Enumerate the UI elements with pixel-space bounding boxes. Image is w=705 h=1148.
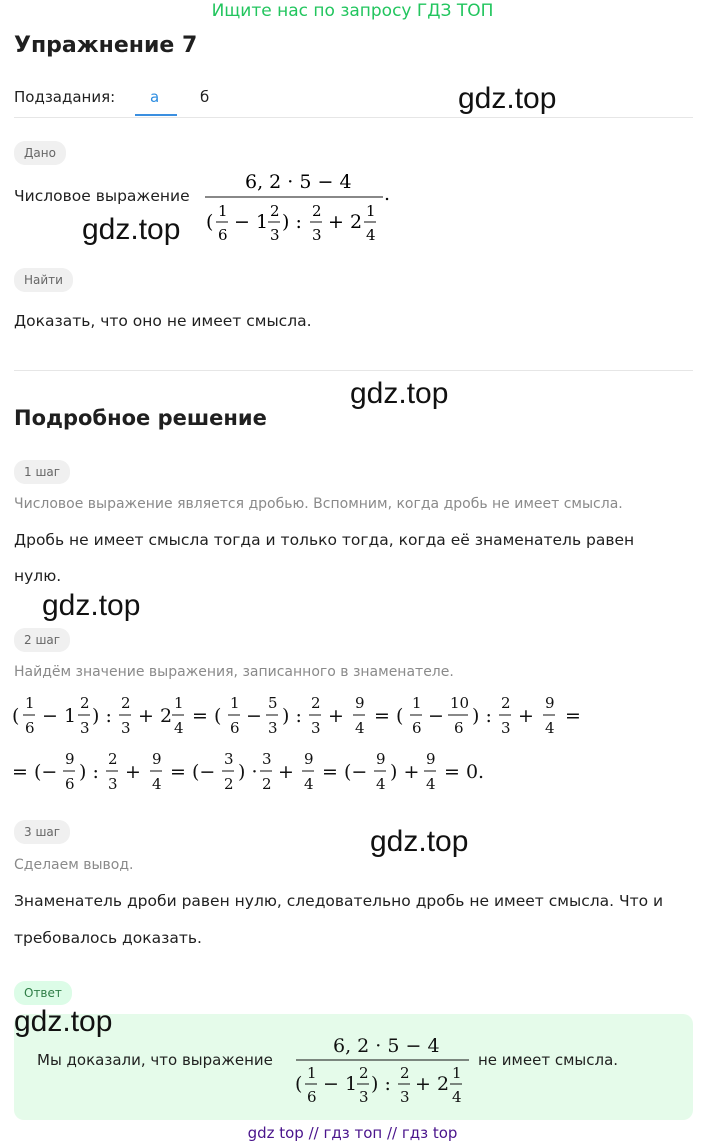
svg-text:(: ( <box>206 211 214 233</box>
svg-text:= (: = ( <box>374 705 404 727</box>
svg-text:+ 2: + 2 <box>138 705 173 727</box>
answer-chip: Ответ <box>14 981 72 1005</box>
svg-text:6: 6 <box>454 719 464 737</box>
svg-text:9: 9 <box>304 750 314 768</box>
find-text: Доказать, что оно не имеет смысла. <box>14 312 312 330</box>
page-title: Упражнение 7 <box>14 33 198 58</box>
watermark: gdz.top <box>370 825 469 858</box>
find-chip: Найти <box>14 268 73 292</box>
svg-text:) :: ) : <box>472 705 492 727</box>
svg-text:) :: ) : <box>371 1073 391 1095</box>
svg-text:2: 2 <box>400 1064 410 1082</box>
svg-text:6: 6 <box>218 226 228 244</box>
svg-text:1: 1 <box>25 694 35 712</box>
given-fraction <box>200 168 400 252</box>
subtasks-label: Подзадания: <box>14 88 116 106</box>
svg-text:2: 2 <box>80 694 90 712</box>
given-period: . <box>384 183 391 205</box>
svg-text:1: 1 <box>230 694 240 712</box>
svg-text:) :: ) : <box>282 211 302 233</box>
svg-text:10: 10 <box>450 694 470 712</box>
svg-text:3: 3 <box>121 719 131 737</box>
svg-text:4: 4 <box>355 719 365 737</box>
svg-text:9: 9 <box>376 750 386 768</box>
svg-text:6: 6 <box>230 719 240 737</box>
watermark: gdz.top <box>458 82 557 115</box>
svg-text:4: 4 <box>376 775 386 793</box>
watermark: gdz.top <box>14 1005 113 1038</box>
svg-text:2: 2 <box>121 694 131 712</box>
svg-text:3: 3 <box>359 1088 369 1106</box>
section-divider <box>14 370 693 371</box>
svg-text:+ 2: + 2 <box>328 211 363 233</box>
svg-text:) :: ) : <box>79 761 99 783</box>
step2-hint: Найдём значение выражения, записанного в знаменателе. <box>14 664 454 680</box>
step3-hint: Сделаем вывод. <box>14 857 134 873</box>
svg-text:) +: ) + <box>390 761 420 783</box>
svg-text:3: 3 <box>268 719 278 737</box>
given-text: Числовое выражение <box>14 187 190 205</box>
svg-text:4: 4 <box>366 226 376 244</box>
svg-text:3: 3 <box>400 1088 410 1106</box>
svg-text:3: 3 <box>108 775 118 793</box>
answer-fraction <box>293 1030 475 1114</box>
svg-text:+: + <box>125 761 141 783</box>
watermark: gdz.top <box>82 213 181 246</box>
svg-text:+ 2: + 2 <box>415 1073 450 1095</box>
svg-text:1: 1 <box>174 694 184 712</box>
step1-line2: нулю. <box>14 567 62 585</box>
svg-text:2: 2 <box>108 750 118 768</box>
svg-text:5: 5 <box>268 694 278 712</box>
svg-text:4: 4 <box>152 775 162 793</box>
svg-text:2: 2 <box>312 202 322 220</box>
footer-links[interactable]: gdz top // гдз топ // гдз top <box>247 1124 458 1142</box>
svg-text:2: 2 <box>359 1064 369 1082</box>
given-numerator: 6, 2 · 5 − 4 <box>245 171 352 193</box>
svg-text:4: 4 <box>304 775 314 793</box>
watermark: gdz.top <box>350 377 449 410</box>
answer-text-before: Мы доказали, что выражение <box>37 1051 273 1069</box>
active-tab-underline <box>135 114 177 116</box>
svg-text:9: 9 <box>65 750 75 768</box>
svg-text:3: 3 <box>312 226 322 244</box>
tab-a[interactable]: а <box>150 88 160 106</box>
svg-text:2: 2 <box>501 694 511 712</box>
step1-line1: Дробь не имеет смысла тогда и только тогда, когда её знаменатель равен <box>14 531 635 549</box>
svg-text:6: 6 <box>65 775 75 793</box>
svg-text:9: 9 <box>355 694 365 712</box>
svg-text:) ·: ) · <box>238 761 258 783</box>
svg-text:(: ( <box>12 705 20 727</box>
svg-text:+: + <box>278 761 294 783</box>
svg-text:+: + <box>518 705 534 727</box>
svg-text:2: 2 <box>270 202 280 220</box>
svg-text:1: 1 <box>218 202 228 220</box>
svg-text:9: 9 <box>426 750 436 768</box>
top-banner: Ищите нас по запросу ГДЗ ТОП <box>211 1 494 21</box>
svg-text:6: 6 <box>25 719 35 737</box>
svg-text:= (−: = (− <box>12 761 58 783</box>
step3-chip: 3 шаг <box>14 820 70 844</box>
svg-text:3: 3 <box>80 719 90 737</box>
tabs-divider <box>14 117 693 118</box>
svg-text:3: 3 <box>311 719 321 737</box>
svg-text:3: 3 <box>262 750 272 768</box>
step3-line2: требовалось доказать. <box>14 929 202 947</box>
answer-text-after: не имеет смысла. <box>478 1051 619 1069</box>
svg-text:2: 2 <box>224 775 234 793</box>
step2-chip: 2 шаг <box>14 628 70 652</box>
svg-text:= (−: = (− <box>170 761 216 783</box>
svg-text:= (: = ( <box>192 705 222 727</box>
svg-text:− 1: − 1 <box>42 705 77 727</box>
svg-text:1: 1 <box>307 1064 317 1082</box>
svg-text:=: = <box>565 705 581 727</box>
svg-text:3: 3 <box>270 226 280 244</box>
svg-text:4: 4 <box>545 719 555 737</box>
svg-text:) :: ) : <box>282 705 302 727</box>
svg-text:− 1: − 1 <box>323 1073 358 1095</box>
step2-calculation <box>10 684 630 796</box>
svg-text:1: 1 <box>452 1064 462 1082</box>
svg-text:(: ( <box>295 1073 303 1095</box>
svg-text:6: 6 <box>307 1088 317 1106</box>
svg-text:2: 2 <box>311 694 321 712</box>
svg-text:−: − <box>246 705 262 727</box>
svg-text:4: 4 <box>426 775 436 793</box>
svg-text:9: 9 <box>152 750 162 768</box>
svg-text:3: 3 <box>224 750 234 768</box>
watermark: gdz.top <box>42 589 141 622</box>
svg-text:6: 6 <box>412 719 422 737</box>
svg-text:= (−: = (− <box>322 761 368 783</box>
svg-text:4: 4 <box>452 1088 462 1106</box>
answer-numerator: 6, 2 · 5 − 4 <box>333 1035 440 1057</box>
solution-heading: Подробное решение <box>14 406 267 430</box>
svg-text:1: 1 <box>366 202 376 220</box>
step1-hint: Числовое выражение является дробью. Вспомним, когда дробь не имеет смысла. <box>14 496 623 512</box>
given-chip: Дано <box>14 141 66 165</box>
svg-text:9: 9 <box>545 694 555 712</box>
svg-text:= 0.: = 0. <box>444 761 485 783</box>
svg-text:) :: ) : <box>92 705 112 727</box>
svg-text:− 1: − 1 <box>234 211 269 233</box>
svg-text:4: 4 <box>174 719 184 737</box>
svg-text:1: 1 <box>412 694 422 712</box>
svg-text:2: 2 <box>262 775 272 793</box>
step3-line1: Знаменатель дроби равен нулю, следовательно дробь не имеет смысла. Что и <box>14 892 664 910</box>
svg-text:3: 3 <box>501 719 511 737</box>
step1-chip: 1 шаг <box>14 460 70 484</box>
svg-text:−: − <box>428 705 444 727</box>
tab-b[interactable]: б <box>200 88 210 106</box>
svg-text:+: + <box>328 705 344 727</box>
